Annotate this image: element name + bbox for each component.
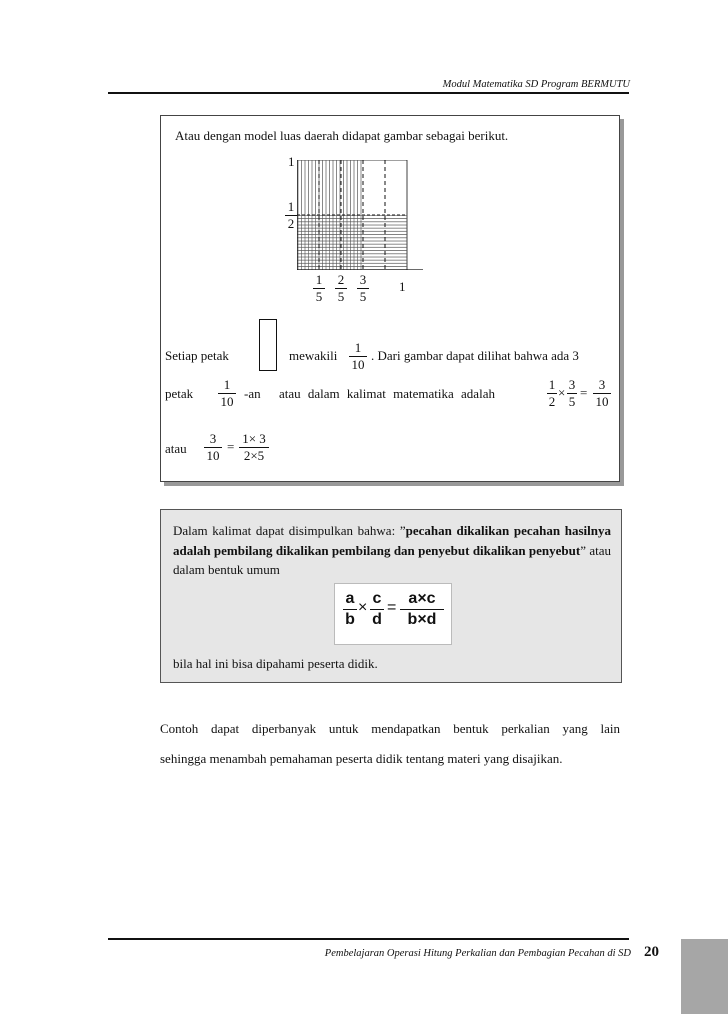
header-rule — [108, 92, 629, 94]
line1-frac-den: 10 — [351, 357, 365, 372]
body-paragraph-line-2: sehingga menambah pemahaman peserta didik tentang materi yang disajikan. — [160, 751, 563, 766]
x-axis-fifth-3 — [357, 273, 369, 304]
area-model-diagram — [297, 160, 423, 270]
petak-rectangle — [259, 319, 277, 371]
eq1-result — [593, 378, 611, 409]
line2-frac-num: 1 — [223, 377, 231, 392]
conclusion-bold-1: pecahan dikalikan pecahan — [405, 523, 561, 538]
footer-rule — [108, 938, 629, 940]
running-footer: Pembelajaran Operasi Hitung Perkalian dan Pembagian Pecahan di SD — [324, 948, 631, 959]
conclusion-intro: Dalam kalimat dapat disimpulkan bahwa: ” — [173, 523, 406, 538]
eq2-l-den: 10 — [206, 448, 220, 463]
y-axis-one: 1 — [288, 154, 295, 169]
line1-end: . Dari gambar dapat dilihat bahwa ada 3 — [371, 348, 579, 363]
conclusion-tail: ” atau dalam bentuk umum — [173, 542, 612, 577]
eq1-b-den: 5 — [568, 394, 576, 409]
line2-an: -an — [244, 386, 261, 401]
line2-petak: petak — [165, 386, 194, 401]
page-number: 20 — [644, 944, 659, 960]
formula-d: d — [372, 611, 382, 628]
x-axis-fifth-2 — [335, 273, 347, 304]
line3-atau: atau — [165, 441, 187, 456]
eq2-r-den: 2×5 — [243, 448, 265, 463]
general-formula — [334, 583, 452, 645]
eq2-r-num: 1× 3 — [242, 431, 266, 446]
formula-den: b×d — [407, 611, 437, 628]
eq1-frac-b — [567, 378, 577, 409]
x1-num: 1 — [315, 272, 323, 287]
formula-b: b — [345, 611, 355, 628]
conclusion-text — [173, 521, 611, 580]
formula-equals: = — [387, 599, 397, 616]
page-tab-marker — [681, 939, 728, 1014]
line1-start: Setiap petak — [165, 348, 229, 363]
formula-frac-ab — [343, 590, 357, 629]
y-axis-half — [285, 200, 297, 231]
eq1-b-num: 3 — [568, 377, 576, 392]
closing-text: bila hal ini bisa dipahami peserta didik. — [173, 656, 378, 671]
running-header: Modul Matematika SD Program BERMUTU — [442, 79, 630, 90]
eq1-frac-a — [547, 378, 557, 409]
formula-a: a — [345, 590, 355, 607]
body-paragraph-line-1: Contoh dapat diperbanyak untuk mendapatkan bentuk perkalian yang lain — [160, 721, 620, 736]
x3-den: 5 — [359, 289, 367, 304]
eq1-r-num: 3 — [598, 377, 606, 392]
line2-frac-den: 10 — [220, 394, 234, 409]
line2-fraction — [218, 378, 236, 409]
eq1-a-num: 1 — [548, 377, 556, 392]
line2-text: atau dalam kalimat matematika adalah — [279, 386, 495, 401]
x-axis-one: 1 — [399, 279, 406, 294]
eq2-equals: = — [227, 439, 235, 454]
eq1-equals: = — [580, 385, 588, 400]
x1-den: 5 — [315, 289, 323, 304]
eq1-a-den: 2 — [548, 394, 556, 409]
intro-text: Atau dengan model luas daerah didapat gambar sebagai berikut. — [175, 128, 509, 143]
formula-num: a×c — [408, 590, 436, 607]
eq1-times: × — [558, 385, 566, 400]
eq2-l-num: 3 — [209, 431, 217, 446]
formula-frac-cd — [370, 590, 384, 629]
y-half-num: 1 — [287, 199, 295, 214]
line1-frac-num: 1 — [354, 340, 362, 355]
formula-c: c — [372, 590, 382, 607]
formula-times: × — [358, 599, 368, 616]
line1-fraction — [349, 341, 367, 372]
x3-num: 3 — [359, 272, 367, 287]
x2-num: 2 — [337, 272, 345, 287]
eq1-r-den: 10 — [595, 394, 609, 409]
y-half-den: 2 — [287, 216, 295, 231]
eq2-left — [204, 432, 222, 463]
line1-mewakili: mewakili — [289, 348, 338, 363]
eq2-right — [239, 432, 269, 463]
conclusion-bold-2: hasilnya adalah pembilang dikalikan pembilang dan penyebut — [173, 523, 612, 558]
conclusion-bold-3: dikalikan penyebut — [472, 542, 581, 558]
x2-den: 5 — [337, 289, 345, 304]
x-axis-fifth-1 — [313, 273, 325, 304]
example-box — [160, 115, 620, 482]
formula-frac-result — [400, 590, 444, 629]
